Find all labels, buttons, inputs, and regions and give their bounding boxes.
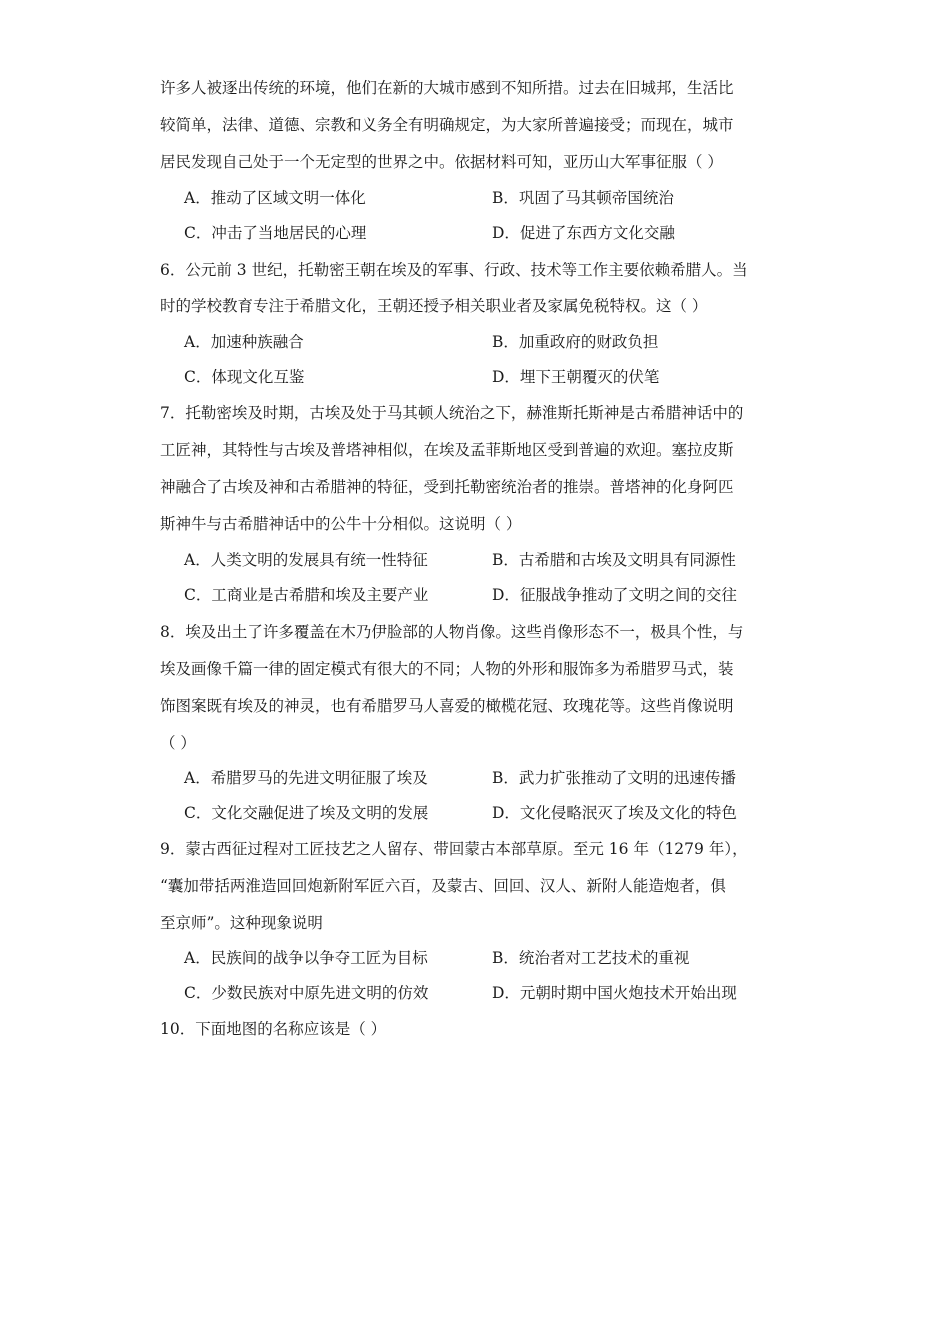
q8-stem-line-4: （ ） — [160, 734, 196, 752]
q7-stem-line-3: 神融合了古埃及神和古希腊神的特征，受到托勒密统治者的推崇。普塔神的化身阿匹 — [160, 478, 734, 496]
q9-stem-line-1: 9．蒙古西征过程对工匠技艺之人留存、带回蒙古本部草原。至元 16 年（1279 年）， — [160, 840, 748, 858]
q9-option-d: D．元朝时期中国火炮技术开始出现 — [492, 984, 737, 1002]
q10-stem-line-1: 10．下面地图的名称应该是（ ） — [160, 1020, 387, 1038]
q6-stem-line-1: 6．公元前 3 世纪，托勒密王朝在埃及的军事、行政、技术等工作主要依赖希腊人。当 — [160, 261, 748, 279]
q7-stem-line-4: 斯神牛与古希腊神话中的公牛十分相似。这说明（ ） — [160, 515, 522, 533]
q5-option-c: C．冲击了当地居民的心理 — [184, 224, 367, 242]
q7-option-b: B．古希腊和古埃及文明具有同源性 — [492, 551, 736, 569]
q7-stem-line-2: 工匠神，其特性与古埃及普塔神相似，在埃及孟菲斯地区受到普遍的欢迎。塞拉皮斯 — [160, 441, 734, 459]
q9-option-b: B．统治者对工艺技术的重视 — [492, 949, 690, 967]
q8-option-a: A．希腊罗马的先进文明征服了埃及 — [184, 769, 428, 787]
q9-option-c: C．少数民族对中原先进文明的仿效 — [184, 984, 429, 1002]
q8-stem-line-3: 饰图案既有埃及的神灵，也有希腊罗马人喜爱的橄榄花冠、玫瑰花等。这些肖像说明 — [160, 697, 734, 715]
q6-option-b: B．加重政府的财政负担 — [492, 333, 659, 351]
q5-option-b: B．巩固了马其顿帝国统治 — [492, 189, 674, 207]
q5-stem-line-2: 较简单，法律、道德、宗教和义务全有明确规定，为大家所普遍接受；而现在，城市 — [160, 116, 734, 134]
q8-option-c: C．文化交融促进了埃及文明的发展 — [184, 804, 429, 822]
q7-option-c: C．工商业是古希腊和埃及主要产业 — [184, 586, 429, 604]
q6-stem-line-2: 时的学校教育专注于希腊文化，王朝还授予相关职业者及家属免税特权。这（ ） — [160, 297, 708, 315]
q5-stem-line-1: 许多人被逐出传统的环境，他们在新的大城市感到不知所措。过去在旧城邦，生活比 — [160, 79, 734, 97]
q6-option-a: A．加速种族融合 — [184, 333, 304, 351]
q8-option-d: D．文化侵略泯灭了埃及文化的特色 — [492, 804, 737, 822]
q6-option-d: D．埋下王朝覆灭的伏笔 — [492, 368, 660, 386]
q8-stem-line-1: 8．埃及出土了许多覆盖在木乃伊脸部的人物肖像。这些肖像形态不一，极具个性，与 — [160, 623, 744, 641]
q5-stem-line-3: 居民发现自己处于一个无定型的世界之中。依据材料可知，亚历山大军事征服（ ） — [160, 153, 723, 171]
q9-stem-line-3: 至京师”。这种现象说明 — [160, 914, 323, 932]
q7-stem-line-1: 7．托勒密埃及时期，古埃及处于马其顿人统治之下，赫淮斯托斯神是古希腊神话中的 — [160, 404, 744, 422]
q7-option-d: D．征服战争推动了文明之间的交往 — [492, 586, 737, 604]
q5-option-a: A．推动了区域文明一体化 — [184, 189, 366, 207]
q5-option-d: D．促进了东西方文化交融 — [492, 224, 675, 242]
q7-option-a: A．人类文明的发展具有统一性特征 — [184, 551, 428, 569]
q9-option-a: A．民族间的战争以争夺工匠为目标 — [184, 949, 428, 967]
q8-stem-line-2: 埃及画像千篇一律的固定模式有很大的不同；人物的外形和服饰多为希腊罗马式，装 — [160, 660, 734, 678]
q9-stem-line-2: “囊加带括两淮造回回炮新附军匠六百，及蒙古、回回、汉人、新附人能造炮者，俱 — [160, 877, 726, 895]
q6-option-c: C．体现文化互鉴 — [184, 368, 305, 386]
q8-option-b: B．武力扩张推动了文明的迅速传播 — [492, 769, 736, 787]
